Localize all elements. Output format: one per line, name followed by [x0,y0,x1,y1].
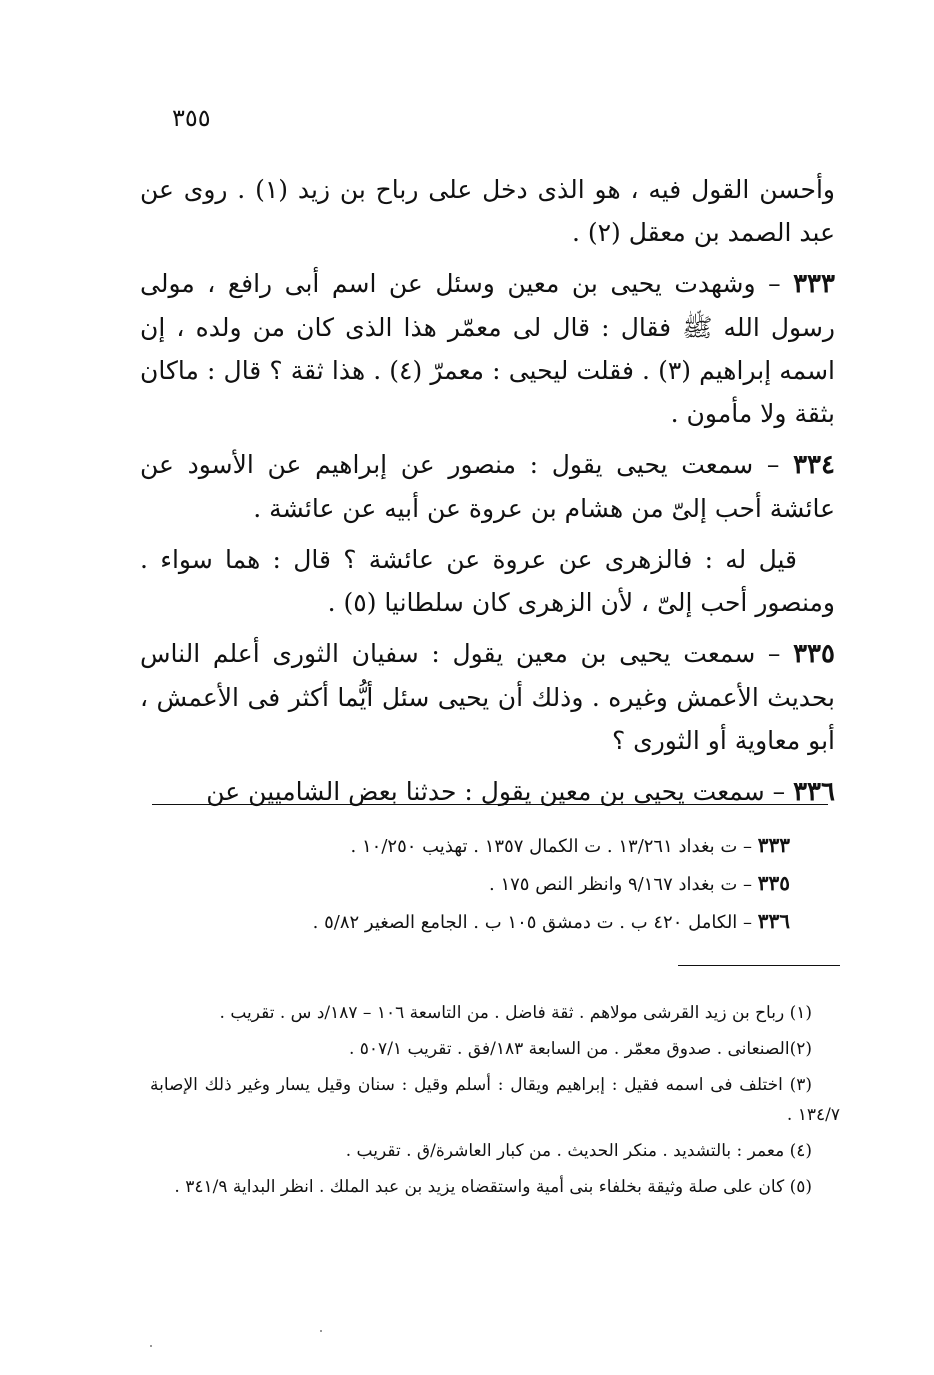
footnote-5: (٥) كان على صلة وثيقة بخلفاء بنى أمية واستقضاه يزيد بن عبد الملك . انظر البداية ٣٤١/٩ . [174,1177,812,1197]
entry-number: ٣٣٥ [793,639,835,669]
scan-speck [150,1345,152,1347]
reference-item [170,865,790,903]
entry-number: ٣٣٤ [793,450,835,480]
footnote-divider [678,965,840,966]
footnote-3: (٣) اختلف فى اسمه فقيل : إبراهيم ويقال : أسلم وقيل : سنان وقيل يسار وغير ذلك الإصابة ١٣٤/٧ . [150,1075,840,1125]
paragraph-text: – سمعت يحيى يقول : منصور عن إبراهيم عن الأسود عن عائشة أحب إلىّ من هشام بن عروة عن أبيه عن عائشة . [140,450,835,523]
reference-item [170,827,790,865]
reference-text: – ت بغداد ١٣/٢٦١ . ت الكمال ١٣٥٧ . تهذيب ١٠/٢٥٠ . [350,836,758,857]
footnote-2: (٢)الصنعانى . صدوق معمّر . من السابعة ١٨٣/فق . تقريب ٥٠٧/١ . [348,1039,812,1059]
scan-speck [320,1330,322,1332]
entry-number: ٣٣٦ [793,777,835,807]
paragraph-334 [140,443,835,530]
footnotes [150,998,840,1208]
paragraph-333 [140,262,835,435]
main-text [140,168,835,814]
page-number: ٣٥٥ [172,104,211,132]
reference-number: ٣٣٥ [757,871,790,895]
footnote-4: (٤) معمر : بالتشديد . منكر الحديث . من كبار العاشرة/ق . تقريب . [345,1141,812,1161]
text-divider [152,804,828,805]
references-list [170,827,790,941]
reference-item [170,903,790,941]
paragraph-335 [140,632,835,762]
paragraph-text: – سمعت يحيى بن معين يقول : حدثنا بعض الشاميين عن [206,777,794,806]
paragraph-text: – سمعت يحيى بن معين يقول : سفيان الثورى أعلم الناس بحديث الأعمش وغيره . وذلك أن يحيى سئل أيُّما أكثر فى الأعمش ، أبو معاوية أو الثورى ؟ [140,639,835,755]
reference-text: – ت بغداد ٩/١٦٧ وانظر النص ١٧٥ . [489,874,758,895]
paragraph-text: – وشهدت يحيى بن معين وسئل عن اسم أبى رافع ، مولى رسول الله ﷺ فقال : قال لى معمّر هذا الذى كان من ولده ، إن اسمه إبراهيم (٣) . فقلت ليحيى : معمرّ (٤) . هذا ثقة ؟ قال : ماكان بثقة ولا مأمون . [140,269,835,428]
paragraph-334-continuation: قيل له : فالزهرى عن عروة عن عائشة ؟ قال : هما سواء . ومنصور أحب إلىّ ، لأن الزهرى كان سلطانيا (٥) . [140,545,835,617]
entry-number: ٣٣٣ [793,269,835,299]
reference-number: ٣٣٣ [757,833,790,857]
reference-text: – الكامل ٤٢٠ ب . ت دمشق ١٠٥ ب . الجامع الصغير ٥/٨٢ . [312,912,758,933]
reference-number: ٣٣٦ [757,909,790,933]
paragraph-336 [140,770,835,814]
paragraph-intro: وأحسن القول فيه ، هو الذى دخل على رباح بن زيد (١) . روى عن عبد الصمد بن معقل (٢) . [140,175,836,247]
footnote-1: (١) رباح بن زيد القرشى مولاهم . ثقة فاضل . من التاسعة ١٠٦ – ١٨٧/د س . تقريب . [219,1003,812,1023]
